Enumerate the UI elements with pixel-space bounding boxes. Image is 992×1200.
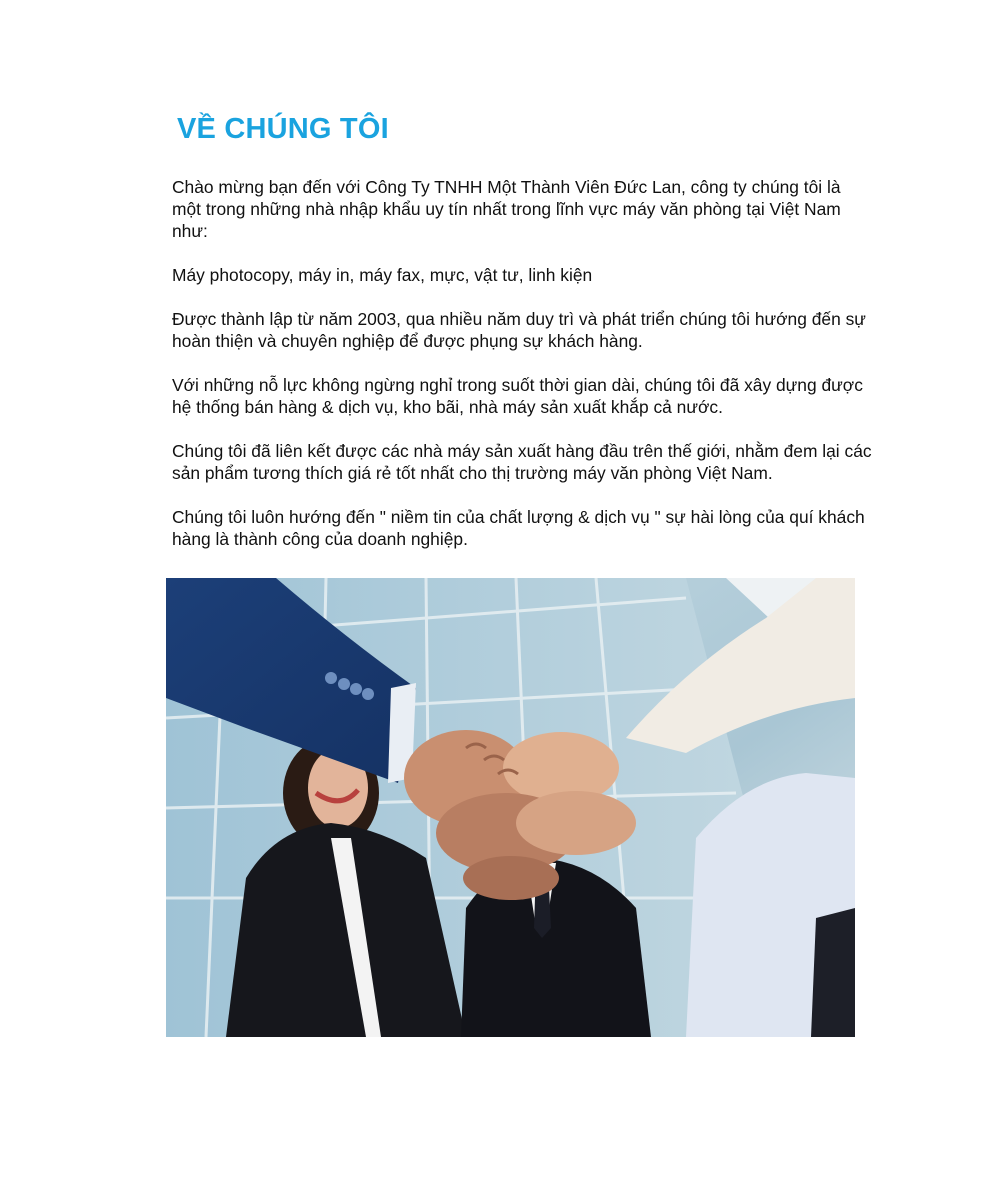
partners-paragraph: Chúng tôi đã liên kết được các nhà máy sản xuất hàng đầu trên thế giới, nhằm đem lại các sản phẩm tương thích giá rẻ tốt nhất cho thị trường máy văn phòng Việt Nam. (172, 441, 872, 483)
sleeve-button (362, 688, 374, 700)
page-title: VỀ CHÚNG TÔI (177, 113, 389, 145)
products-paragraph: Máy photocopy, máy in, máy fax, mực, vật tư, linh kiện (172, 265, 593, 285)
hand (463, 856, 559, 900)
network-paragraph: Với những nỗ lực không ngừng nghỉ trong suốt thời gian dài, chúng tôi đã xây dựng được hệ thống bán hàng & dịch vụ, kho bãi, nhà máy sản xuất khắp cả nước. (172, 375, 863, 417)
sleeve-button (350, 683, 362, 695)
team-hands-photo (166, 578, 855, 1037)
mission-paragraph: Chúng tôi luôn hướng đến " niềm tin của chất lượng & dịch vụ " sự hài lòng của quí khách hàng là thành công của doanh nghiệp. (172, 507, 865, 549)
hand (516, 791, 636, 855)
history-paragraph: Được thành lập từ năm 2003, qua nhiều năm duy trì và phát triển chúng tôi hướng đến sự hoàn thiện và chuyên nghiệp để được phụng sự khách hàng. (172, 309, 866, 351)
sleeve-button (338, 678, 350, 690)
sleeve-button (325, 672, 337, 684)
intro-paragraph: Chào mừng bạn đến với Công Ty TNHH Một Thành Viên Đức Lan, công ty chúng tôi là một trong những nhà nhập khẩu uy tín nhất trong lĩnh vực máy văn phòng tại Việt Nam như: (172, 177, 841, 241)
about-content (172, 176, 872, 550)
right-person-vest (811, 908, 855, 1037)
